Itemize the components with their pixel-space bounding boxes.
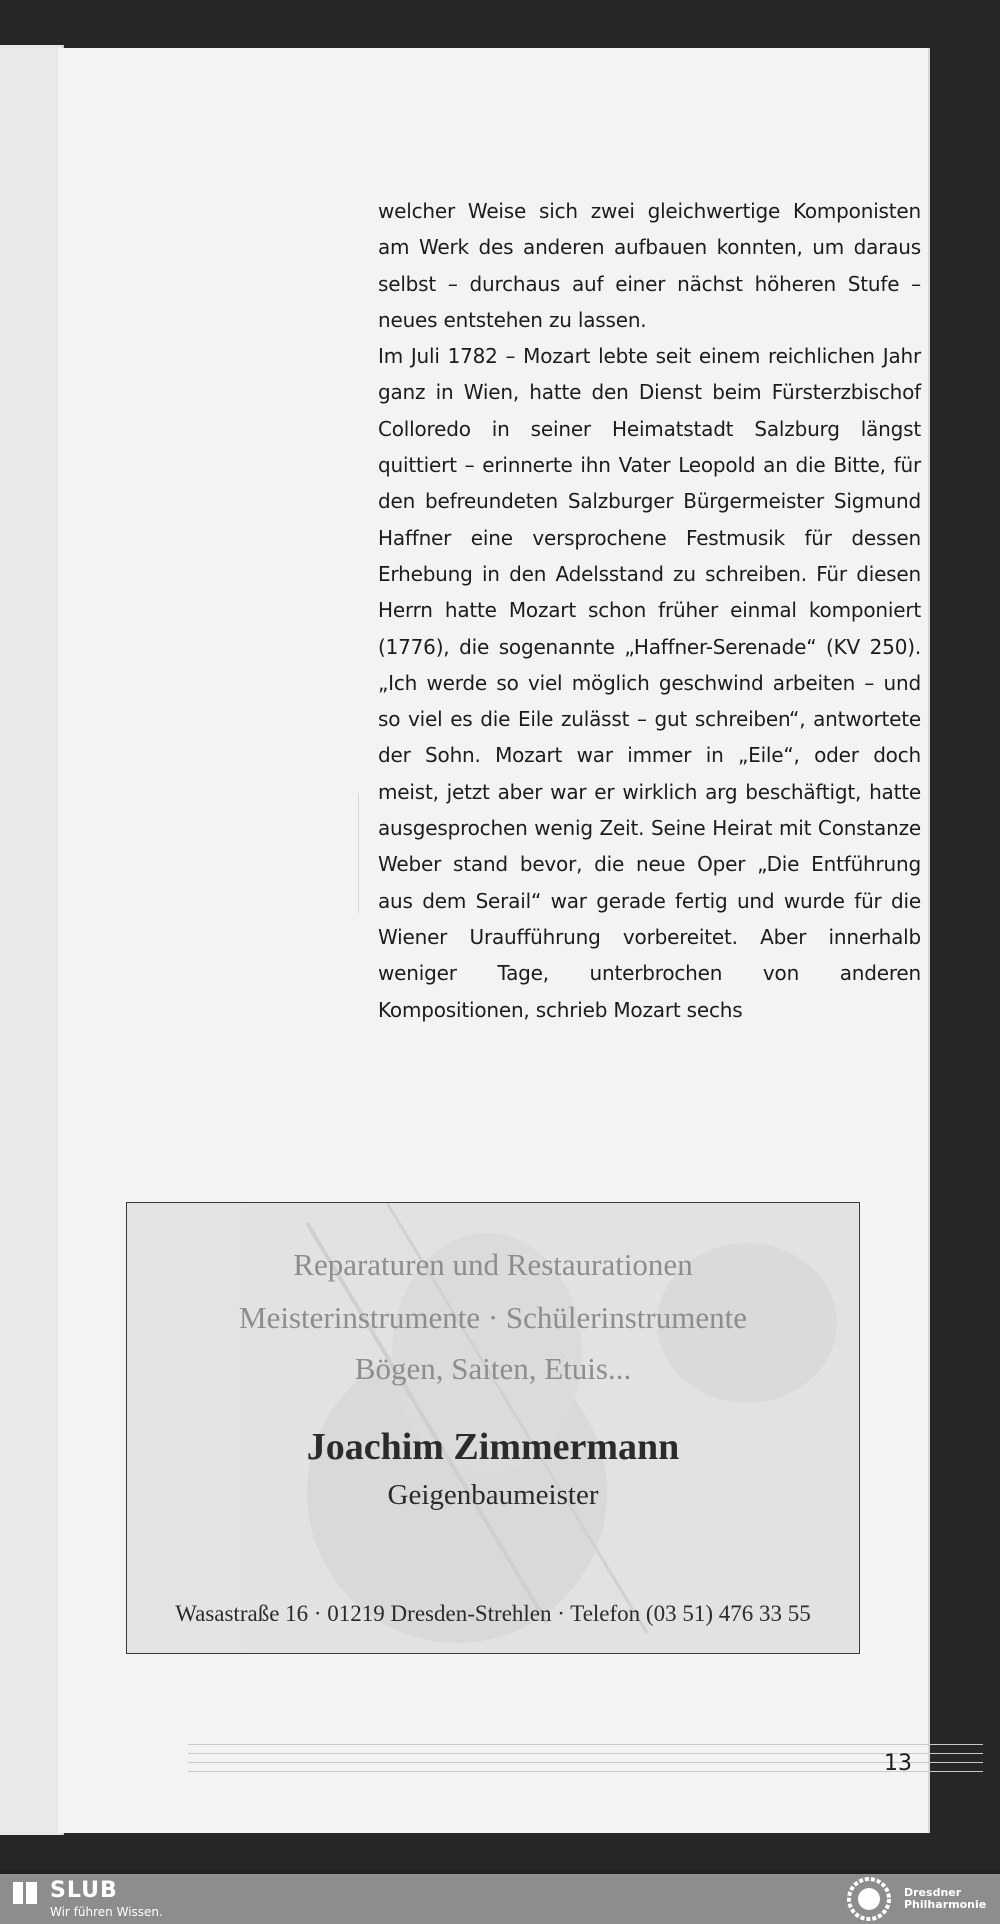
footer-rules [188,1744,983,1794]
bottom-branding-bar [0,1874,1000,1924]
philharmonie-line-2: Philharmonie [904,1898,987,1911]
program-page [58,48,928,1833]
ad-business-name: Joachim Zimmermann [306,1426,680,1468]
page-number: 13 [884,1751,912,1776]
show-through-rule [358,793,359,913]
ad-business-title: Geigenbaumeister [387,1479,599,1511]
article-paragraph: welcher Weise sich zwei gleichwertige Komponisten am Werk des anderen aufbauen konnten, um daraus selbst – durchaus auf einer nächst höheren Stufe – neues entstehen zu lassen. [378,199,921,332]
article-text [378,193,921,1028]
philharmonie-line-1: Dresdner [904,1886,962,1899]
ad-address: Wasastraße 16 · 01219 Dresden-Strehlen · Telefon (03 51) 476 33 55 [175,1601,811,1626]
ad-instruments-line: Meisterinstrumente · Schülerinstrumente [239,1300,747,1335]
violin-maker-advertisement [126,1202,860,1654]
ad-services-line: Reparaturen und Restaurationen [293,1247,693,1282]
slub-name: SLUB [50,1878,118,1903]
facing-page-edge [0,45,64,1835]
slub-tagline: Wir führen Wissen. [50,1905,163,1919]
article-paragraph: Im Juli 1782 – Mozart lebte seit einem reichlichen Jahr ganz in Wien, hatte den Dienst beim Fürsterzbischof Colloredo in seiner Heimatstadt Salzburg längst quittiert – erinnerte ihn Vater Leopold an die Bitte, für den befreundeten Salzburger Bürgermeister Sigmund Haffner eine versprochene Festmusik für dessen Erhebung in den Adelsstand zu schreiben. Für diesen Herrn hatte Mozart schon früher einmal komponiert (1776), die sogenannte „Haffner-Serenade“ (KV 250). „Ich werde so viel möglich geschwind arbeiten – und so viel es die Eile zulässt – gut schreiben“, antwortete der Sohn. Mozart war immer in „Eile“, oder doch meist, jetzt aber war er wirklich arg beschäftigt, hatte ausgesprochen wenig Zeit. Seine Heirat mit Constanze Weber stand bevor, die neue Oper „Die Entführung aus dem Serail“ war gerade fertig und wurde für die Wiener Uraufführung vorbereitet. Aber innerhalb weniger Tage, unterbrochen von anderen Kompositionen, schrieb Mozart sechs [378,344,921,1022]
slub-book-icon [12,1881,38,1905]
philharmonie-name [904,1887,986,1911]
philharmonie-logo-icon [842,1877,896,1921]
ad-accessories-line: Bögen, Saiten, Etuis... [354,1351,632,1386]
